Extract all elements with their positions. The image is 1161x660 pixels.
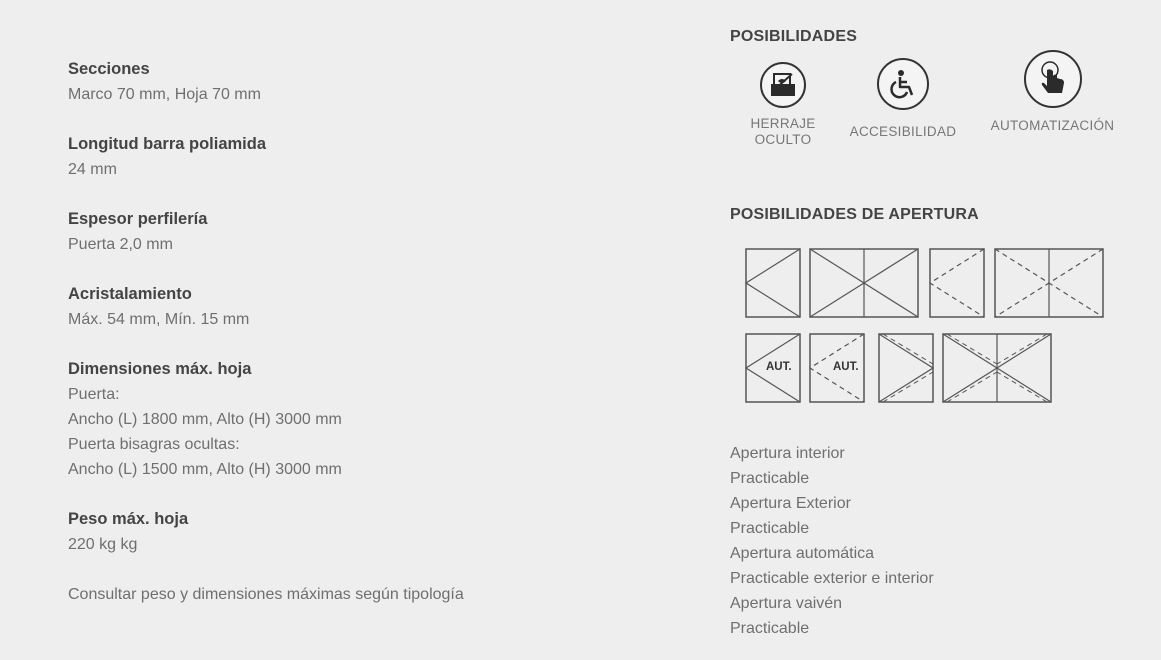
spec-value: Puerta 2,0 mm [68, 236, 173, 253]
diagram-auto-outward [809, 333, 865, 403]
possibility-hidden-hardware [748, 56, 818, 148]
spec-title: Acristalamiento [68, 285, 192, 303]
possibility-label: ACCESIBILIDAD [849, 124, 957, 139]
spec-value: 24 mm [68, 161, 117, 178]
spec-value: Ancho (L) 1500 mm, Alto (H) 3000 mm [68, 461, 342, 478]
auto-label: AUT. [766, 361, 792, 373]
spec-title: Secciones [68, 60, 150, 78]
opening-diagrams [730, 238, 1150, 428]
spec-poliamida [68, 132, 668, 182]
spec-title: Dimensiones máx. hoja [68, 360, 252, 378]
spec-acristalamiento [68, 282, 668, 332]
specs-column [68, 57, 668, 607]
opening-line: Apertura Exterior [730, 495, 851, 512]
spec-title: Longitud barra poliamida [68, 135, 267, 153]
opening-heading: POSIBILIDADES DE APERTURA [730, 206, 979, 223]
opening-list [730, 441, 1150, 641]
possibility-label [748, 116, 818, 148]
spec-secciones [68, 57, 668, 107]
diagram-swing-double [942, 333, 1052, 403]
spec-title: Espesor perfilería [68, 210, 208, 228]
possibilities-column [730, 26, 1150, 641]
spec-peso [68, 507, 668, 557]
opening-line: Apertura interior [730, 445, 845, 462]
diagram-auto-inward [745, 333, 801, 403]
diagram-outward-single [929, 248, 985, 318]
diagram-outward-double [994, 248, 1104, 318]
touch-hand-icon [1024, 50, 1082, 108]
possibilities-icons [730, 48, 1150, 166]
spec-value: Ancho (L) 1800 mm, Alto (H) 3000 mm [68, 411, 342, 428]
possibility-accessibility [843, 56, 963, 140]
spec-title: Peso máx. hoja [68, 510, 189, 528]
label-line: OCULTO [754, 132, 812, 147]
spec-value: Marco 70 mm, Hoja 70 mm [68, 86, 261, 103]
opening-line: Practicable [730, 520, 810, 537]
opening-line: Practicable exterior e interior [730, 570, 934, 587]
diagram-inward-single [745, 248, 801, 318]
spec-value: Máx. 54 mm, Mín. 15 mm [68, 311, 250, 328]
opening-line: Practicable [730, 470, 810, 487]
wheelchair-icon [877, 58, 929, 110]
possibility-automation [985, 50, 1120, 134]
diagram-swing-single [878, 333, 934, 403]
diagram-inward-double [809, 248, 919, 318]
opening-line: Apertura vaivén [730, 595, 843, 612]
spec-value: Puerta bisagras ocultas: [68, 436, 240, 453]
specs-note: Consultar peso y dimensiones máximas según tipología [68, 586, 464, 603]
label-line: HERRAJE [750, 116, 816, 131]
possibilities-heading: POSIBILIDADES [730, 28, 858, 45]
spec-value: 220 kg kg [68, 536, 138, 553]
auto-label: AUT. [833, 361, 859, 373]
opening-line: Apertura automática [730, 545, 875, 562]
possibility-label: AUTOMATIZACIÓN [990, 118, 1115, 133]
spec-value: Puerta: [68, 386, 120, 403]
hidden-hardware-icon [760, 62, 806, 108]
spec-dimensiones [68, 357, 668, 482]
spec-espesor [68, 207, 668, 257]
opening-line: Practicable [730, 620, 810, 637]
